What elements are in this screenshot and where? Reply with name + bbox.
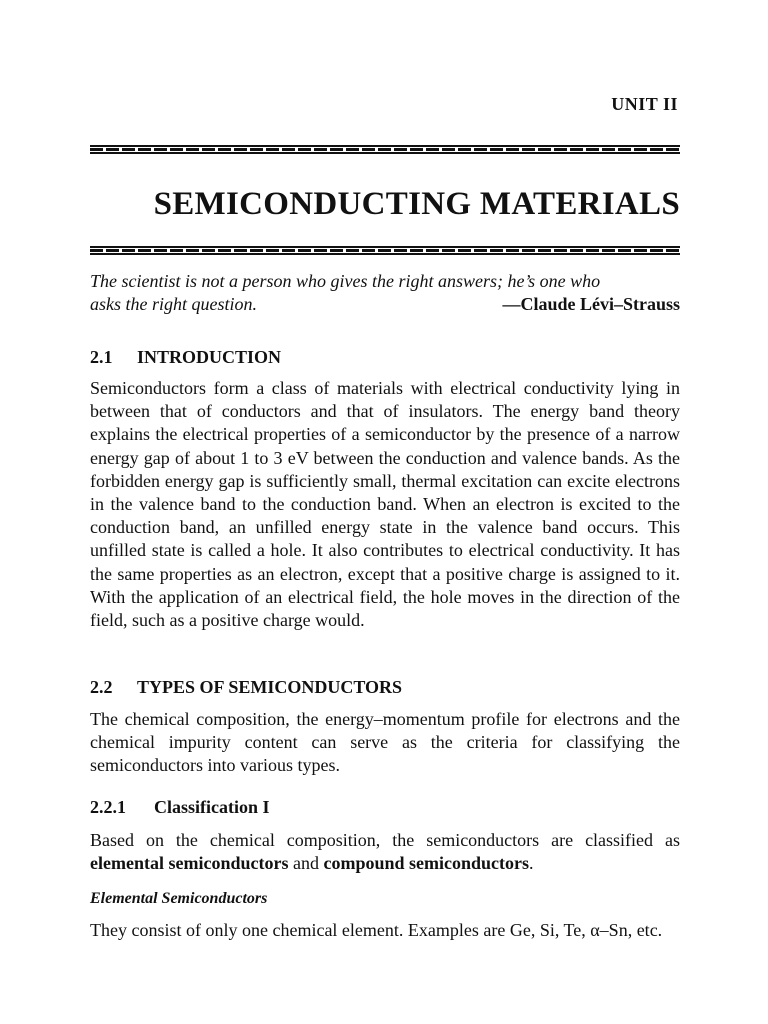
section-number: 2.2 [90,677,113,697]
subsection-title: Classification I [154,797,270,817]
classification-text-prefix: Based on the chemical composition, the semiconductors are classified as [90,830,680,850]
section-number: 2.1 [90,347,113,367]
classification-text-suffix: . [528,853,534,874]
decorative-rule-top [90,145,680,154]
epigraph-line-1: The scientist is not a person who gives the right answers; he’s one who [90,271,601,291]
introduction-paragraph: Semiconductors form a class of materials with electrical conductivity lying in between that of conductors and that of insulators. The energy band theory explains the electrical properties of a semiconductor by the presence of a narrow energy gap of about 1 to 3 eV between the conduction and valence bands. As the forbidden energy gap is sufficiently small, thermal excitation can excite electrons in the valence band to the conduction band. When an electron is excited to the conduction band, an unfilled energy state in the valence band occurs. This unfilled state is called a hole. It also contributes to electrical conductivity. It has the same properties as an electron, except that a positive charge is assigned to it. With the application of an electrical field, the hole moves in the direction of the field, such as a positive charge would. [90,378,680,631]
subsection-number: 2.2.1 [90,797,126,817]
section-heading-types [90,677,402,698]
epigraph-author: —Claude Lévi–Strauss [502,294,680,314]
unit-label: UNIT II [611,94,678,114]
decorative-rule-bottom [90,246,680,255]
epigraph [90,270,680,316]
elemental-semiconductors-heading: Elemental Semiconductors [90,890,268,907]
section-title: INTRODUCTION [137,347,282,367]
classification-paragraph [90,829,680,875]
elemental-paragraph: They consist of only one chemical element. Examples are Ge, Si, Te, α–Sn, etc. [90,920,663,940]
types-paragraph: The chemical composition, the energy–momentum profile for electrons and the chemical impurity content can serve as the criteria for classifying the semiconductors into various types. [90,709,680,776]
section-title: TYPES OF SEMICONDUCTORS [137,677,403,697]
section-heading-introduction [90,347,281,368]
term-compound: compound semiconductors [323,853,529,874]
subsection-heading-classification [90,797,270,818]
chapter-title: SEMICONDUCTING MATERIALS [153,186,680,222]
epigraph-line-2: asks the right question. [90,294,257,314]
term-elemental: elemental semiconductors [90,853,289,874]
classification-text-mid: and [288,853,324,874]
